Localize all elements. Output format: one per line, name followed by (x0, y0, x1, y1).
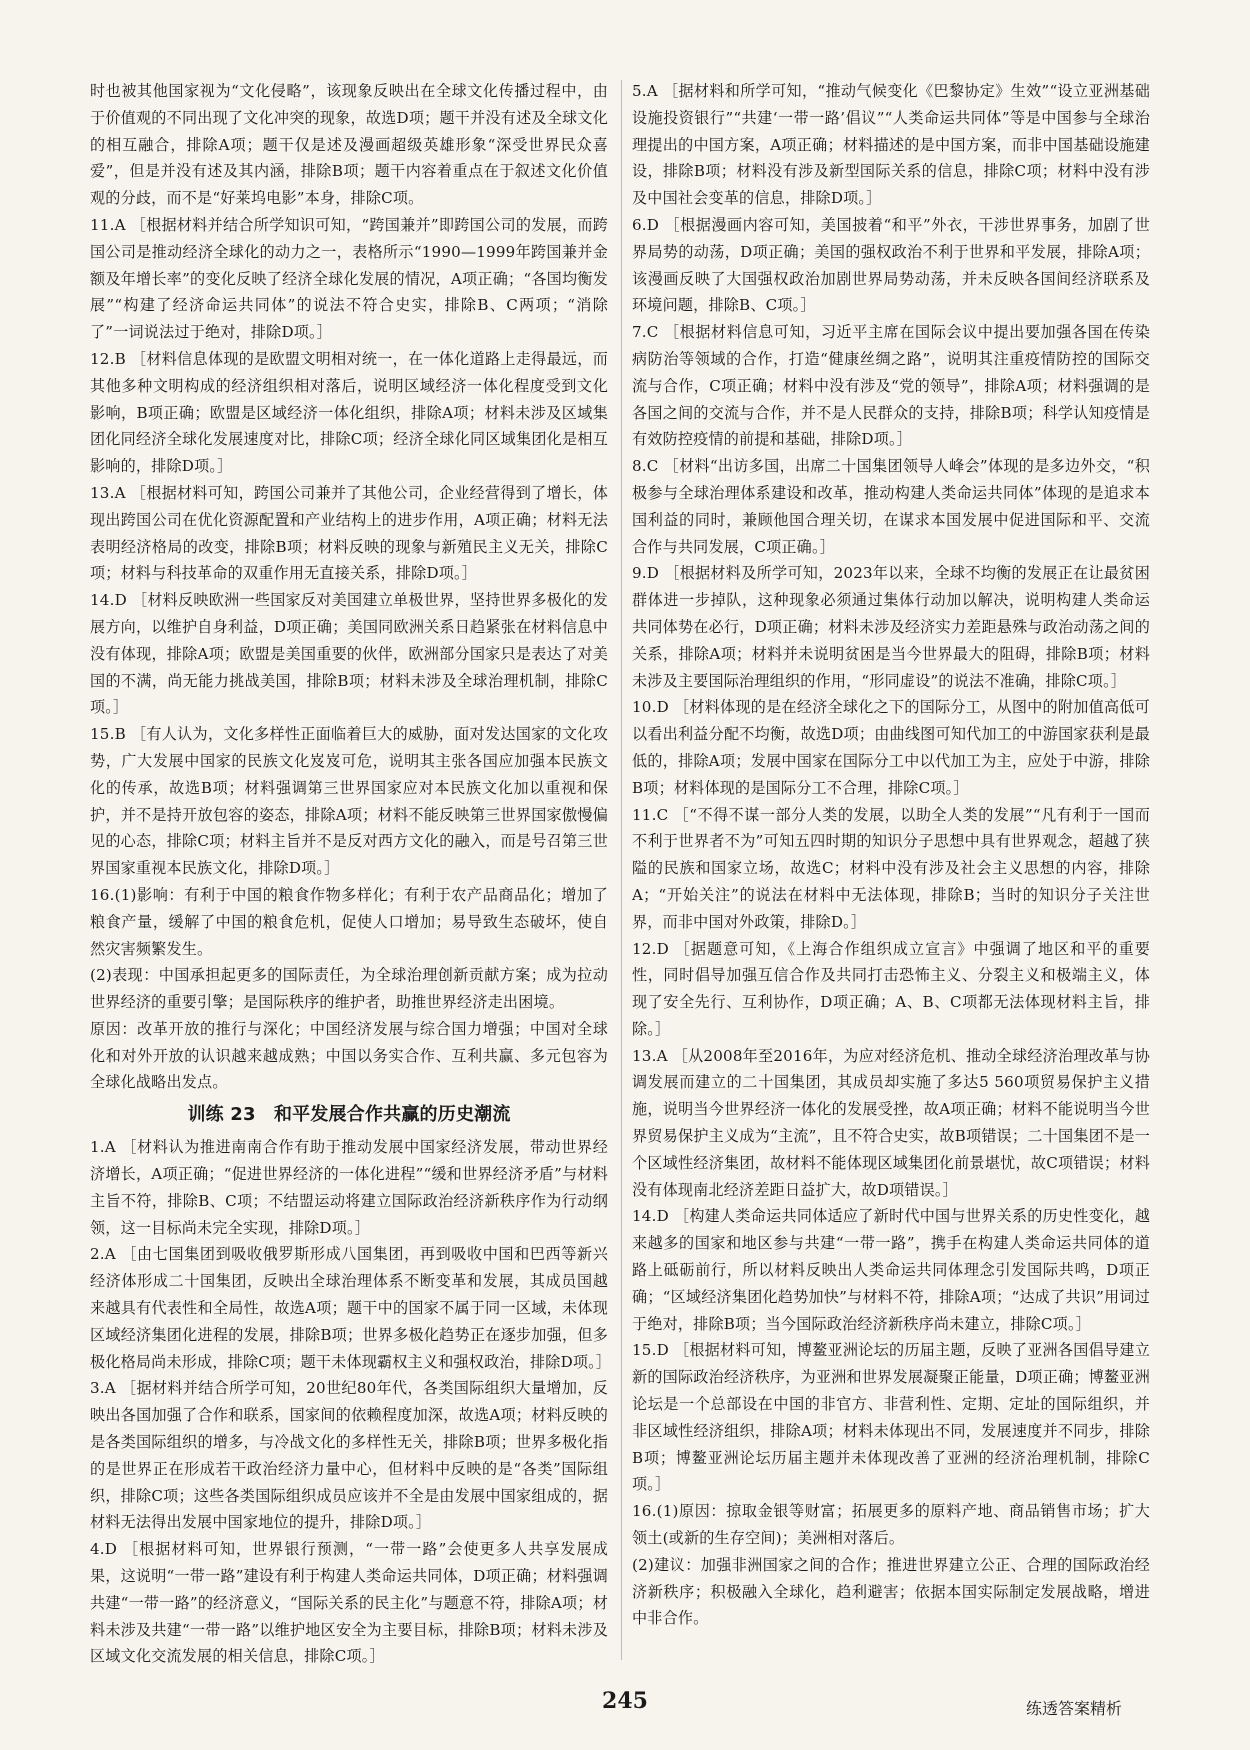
footer-label: 练透答案精析 (1025, 1699, 1122, 1718)
answer-item: 12.D ［据题意可知，《上海合作组织成立宣言》中强调了地区和平的重要性，同时倡导加强互信合作及共同打击恐怖主义、分裂主义和极端主义，体现了安全先行、互利协作，D项正确；A、B、C项都无法体现材料主旨，排除。］ (632, 939, 1150, 1038)
column-divider (621, 80, 622, 1660)
answer-item: 3.A ［据材料并结合所学可知，20世纪80年代，各类国际组织大量增加，反映出各国加强了合作和联系，国家间的依赖程度加深，故选A项；材料反映的是各类国际组织的增多，与冷战文化的多样性无关，排除B项；世界多极化指的是世界正在形成若干政治经济力量中心，但材料中反映的是“各类”国际组织，排除C项；这些各类国际组织成员应该并不全是由发展中国家组成的，据材料无法得出发展中国家地位的提升，排除D项。］ (90, 1379, 608, 1532)
answer-item: 15.B ［有人认为，文化多样性正面临着巨大的威胁，面对发达国家的文化攻势，广大发展中国家的民族文化岌岌可危，说明其主张各国应加强本民族文化的传承，故选B项；材料强调第三世界国家应对本民族文化加以重视和保护，并不是持开放包容的姿态，排除A项；材料不能反映第三世界国家傲慢偏见的心态，排除C项；材料主旨并不是反对西方文化的融入，而是号召第三世界国家重视本民族文化，排除D项。］ (90, 725, 608, 878)
answer-item: 14.D ［构建人类命运共同体适应了新时代中国与世界关系的历史性变化，越来越多的国家和地区参与共建“一带一路”，携手在构建人类命运共同体的道路上砥砺前行，所以材料反映出人类命运共同体理念引发国际共鸣，D项正确；“区域经济集团化趋势加快”与材料不符，排除A项；“达成了共识”用词过于绝对，排除B项；当今国际政治经济新秩序尚未建立，排除C项。］ (632, 1207, 1150, 1333)
answer-item: 9.D ［根据材料及所学可知，2023年以来，全球不均衡的发展正在让最贫困群体进一步掉队，这种现象必须通过集体行动加以解决，说明构建人类命运共同体势在必行，D项正确；材料未涉及经济实力差距悬殊与政治动荡之间的关系，排除A项；材料并未说明贫困是当今世界最大的阻碍，排除B项；材料未涉及主要国际治理组织的作用，“形同虚设”的说法不准确，排除C项。］ (632, 564, 1150, 690)
answer-item: 10.D ［材料体现的是在经济全球化之下的国际分工，从图中的附加值高低可以看出利益分配不均衡，故选D项；由曲线图可知代加工的中游国家获利是最低的，排除A项；发展中国家在国际分工中以代加工为主，应处于中游，排除B项；材料体现的是国际分工不合理，排除C项。］ (632, 698, 1150, 797)
answer-item: 14.D ［材料反映欧洲一些国家反对美国建立单极世界，坚持世界多极化的发展方向，以维护自身利益，D项正确；美国同欧洲关系日趋紧张在材料信息中没有体现，排除A项；欧盟是美国重要的伙伴，欧洲部分国家只是表达了对美国的不满，尚无能力挑战美国，排除B项；材料未涉及全球治理机制，排除C项。］ (90, 591, 608, 717)
answer-item: 7.C ［根据材料信息可知，习近平主席在国际会议中提出要加强各国在传染病防治等领域的合作，打造“健康丝绸之路”，说明其注重疫情防控的国际交流与合作，C项正确；材料中没有涉及“党的领导”，排除A项；材料强调的是各国之间的交流与合作，并不是人民群众的支持，排除B项；科学认知疫情是有效防控疫情的前提和基础，排除D项。］ (632, 323, 1150, 449)
answer-item: 16.(1)影响：有利于中国的粮食作物多样化；有利于农产品商品化；增加了粮食产量，缓解了中国的粮食危机，促使人口增加；易导致生态破坏，使自然灾害频繁发生。 (90, 885, 608, 958)
answer-item: 4.D ［根据材料可知，世界银行预测，“一带一路”会使更多人共享发展成果，这说明“一带一路”建设有利于构建人类命运共同体，D项正确；材料强调共建“一带一路”的经济意义，“国际关系的民主化”与题意不符，排除A项；材料未涉及共建“一带一路”以维护地区安全为主要目标，排除B项；材料未涉及区域文化交流发展的相关信息，排除C项。］ (90, 1540, 608, 1666)
answer-item: 6.D ［根据漫画内容可知，美国披着“和平”外衣，干涉世界事务，加剧了世界局势的动荡，D项正确；美国的强权政治不利于世界和平发展，排除A项；该漫画反映了大国强权政治加剧世界局势动荡，并未反映各国间经济联系及环境问题，排除B、C项。］ (632, 215, 1150, 315)
answer-item: 原因：改革开放的推行与深化；中国经济发展与综合国力增强；中国对全球化和对外开放的认识越来越成熟；中国以务实合作、互利共赢、多元包容为全球化战略出发点。 (90, 1019, 608, 1092)
answer-item: 15.D ［根据材料可知，博鳌亚洲论坛的历届主题，反映了亚洲各国倡导建立新的国际政治经济秩序，为亚洲和世界发展凝聚正能量，D项正确；博鳌亚洲论坛是一个总部设在中国的非官方、非营利性、定期、定址的国际组织，并非区域性经济组织，排除A项；材料未体现出不同，发展速度并不同步，排除B项；博鳌亚洲论坛历届主题并未体现改善了亚洲的经济治理机制，排除C项。］ (632, 1341, 1150, 1494)
answer-item: (2)建议：加强非洲国家之间的合作；推进世界建立公正、合理的国际政治经济新秩序；积极融入全球化，趋利避害；依据本国实际制定发展战略，增进中非合作。 (632, 1555, 1150, 1628)
answer-item: 11.C ［“不得不谋一部分人类的发展，以助全人类的发展”“凡有利于一国而不利于世界者不为”可知五四时期的知识分子思想中具有世界观念，超越了狭隘的民族和国家立场，故选C；材料中没有涉及社会主义思想的内容，排除A；“开始关注”的说法在材料中无法体现，排除B；当时的知识分子关注世界，而非中国对外政策，排除D。］ (632, 805, 1150, 931)
answer-item: 16.(1)原因：掠取金银等财富；拓展更多的原料产地、商品销售市场；扩大领土(或新的生存空间)；美洲相对落后。 (632, 1502, 1150, 1548)
answer-item: 时也被其他国家视为“文化侵略”，该现象反映出在全球文化传播过程中，由于价值观的不同出现了文化冲突的现象，故选D项；题干并没有述及全球文化的相互融合，排除A项；题干仅是述及漫画超级英雄形象“深受世界民众喜爱”，但是并没有述及其内涵，排除B项；题干内容着重点在于叙述文化价值观的分歧，而不是“好莱坞电影”本身，排除C项。 (90, 82, 608, 208)
answer-item: 2.A ［由七国集团到吸收俄罗斯形成八国集团，再到吸收中国和巴西等新兴经济体形成二十国集团，反映出全球治理体系不断变革和发展，其成员国越来越具有代表性和全局性，故选A项；题干中的国家不属于同一区域，未体现区域经济集团化进程的发展，排除B项；世界多极化趋势正在逐步加强，但多极化格局尚未形成，排除C项；题干未体现霸权主义和强权政治，排除D项。］ (90, 1245, 612, 1371)
answer-item: 8.C ［材料“出访多国，出席二十国集团领导人峰会”体现的是多边外交，“积极参与全球治理体系建设和改革，推动构建人类命运共同体”体现的是追求本国利益的同时，兼顾他国合理关切，在谋求本国发展中促进国际和平、交流合作与共同发展，C项正确。］ (632, 457, 1150, 556)
answer-item: 1.A ［材料认为推进南南合作有助于推动发展中国家经济发展，带动世界经济增长，A项正确；“促进世界经济的一体化进程”“缓和世界经济矛盾”与材料主旨不符，排除B、C项；不结盟运动将建立国际政治经济新秩序作为行动纲领，这一目标尚未完全实现，排除D项。］ (90, 1138, 608, 1237)
answer-item: 13.A ［根据材料可知，跨国公司兼并了其他公司，企业经营得到了增长，体现出跨国公司在优化资源配置和产业结构上的进步作用，A项正确；材料无法表明经济格局的改变，排除B项；材料反映的现象与新殖民主义无关，排除C项；材料与科技革命的双重作用无直接关系，排除D项。］ (90, 483, 608, 583)
answer-item: (2)表现：中国承担起更多的国际责任，为全球治理创新贡献方案；成为拉动世界经济的重要引擎；是国际秩序的维护者，助推世界经济走出困境。 (90, 966, 608, 1012)
section-title: 训练 23 和平发展合作共赢的历史潮流 (187, 1104, 511, 1126)
right-column (632, 78, 1150, 1632)
left-column (90, 78, 612, 1670)
answer-item: 5.A ［据材料和所学可知，“推动气候变化《巴黎协定》生效”“设立亚洲基础设施投资银行”“共建‘一带一路’倡议”“人类命运共同体”等是中国参与全球治理提出的中国方案，A项正确；材料描述的是中国方案，而非中国基础设施建设，排除B项；材料没有涉及新型国际关系的信息，排除C项；材料中没有涉及中国社会变革的信息，排除D项。］ (632, 82, 1150, 208)
page-number: 245 (602, 1688, 648, 1714)
answer-item: 12.B ［材料信息体现的是欧盟文明相对统一，在一体化道路上走得最远，而其他多种文明构成的经济组织相对落后，说明区域经济一体化程度受到文化影响，B项正确；欧盟是区域经济一体化组织，排除A项；材料未涉及区域集团化同经济全球化发展速度对比，排除C项；经济全球化同区域集团化是相互影响的，排除D项。］ (90, 349, 608, 476)
answer-item: 13.A ［从2008年至2016年，为应对经济危机、推动全球经济治理改革与协调发展而建立的二十国集团，其成员却实施了多达5 560项贸易保护主义措施，说明当今世界经济一体化的发展受挫，故A项正确；材料不能说明当今世界贸易保护主义成为“主流”，且不符合史实，故B项错误；二十国集团不是一个区域性经济集团，故材料不能体现区域集团化前景堪忧，故C项错误；材料没有体现南北经济差距日益扩大，故D项错误。］ (632, 1046, 1150, 1199)
answer-item: 11.A ［根据材料并结合所学知识可知，“跨国兼并”即跨国公司的发展，而跨国公司是推动经济全球化的动力之一，表格所示“1990—1999年跨国兼并金额及年增长率”的变化反映了经济全球化发展的情况，A项正确；“各国均衡发展”“构建了经济命运共同体”的说法不符合史实，排除B、C两项；“消除了”一词说法过于绝对，排除D项。］ (90, 215, 608, 342)
